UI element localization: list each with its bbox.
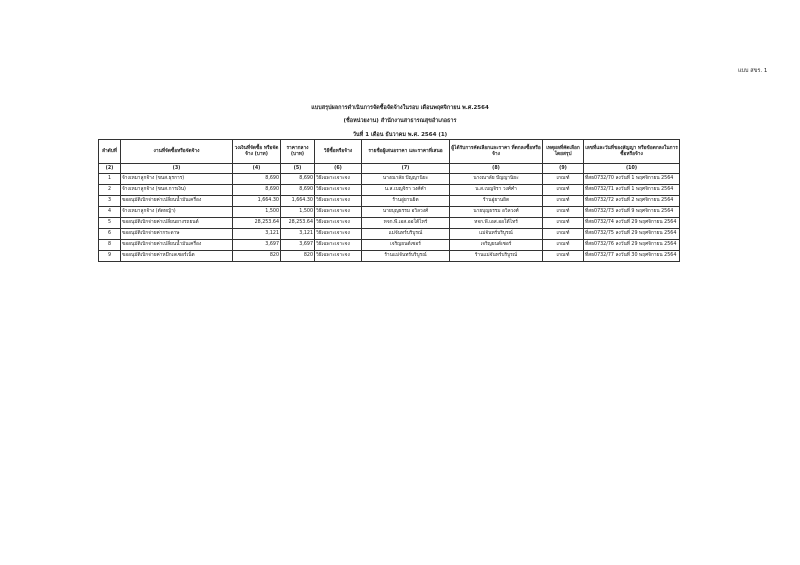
cell-median: 8,690: [281, 185, 315, 196]
col-number: (6): [315, 164, 362, 174]
cell-budget: 1,500: [233, 207, 281, 218]
report-title: แบบสรุปผลการดำเนินการจัดซื้อจัดจ้างในรอบ เดือนพฤศจิกายน พ.ศ.2564: [311, 105, 489, 111]
cell-bidder: นายบุญธรรม อวิลวงศ์: [362, 207, 450, 218]
cell-reason: เกณฑ์: [543, 251, 584, 262]
col-number: (4): [233, 164, 281, 174]
form-code: แบบ สขร. 1: [738, 68, 768, 74]
table-row: [99, 251, 680, 262]
cell-median: 3,121: [281, 229, 315, 240]
cell-bidder: น.ส.เบญจิรา วงศ์คำ: [362, 185, 450, 196]
table-row: [99, 229, 680, 240]
col-header-winner: ผู้ได้รับการคัดเลือกและราคา ที่ตกลงซื้อหรือจ้าง: [450, 140, 543, 164]
cell-item: จ้างเหมาลูกจ้าง (ขนส.ธุรการ): [121, 174, 233, 185]
table-row: [99, 218, 680, 229]
cell-winner: ร้านอู่ยานยิต: [450, 196, 543, 207]
col-header-bidder: รายชื่อผู้เสนอราคา และราคาที่เสนอ: [362, 140, 450, 164]
cell-no: 3: [99, 196, 121, 207]
cell-median: 1,664.30: [281, 196, 315, 207]
col-header-no: ลำดับที่: [99, 140, 121, 164]
cell-reason: เกณฑ์: [543, 185, 584, 196]
cell-contract: ที่สธ0732/71 ลงวันที่ 1 พฤศจิกายน 2564: [584, 185, 680, 196]
cell-budget: 28,253.64: [233, 218, 281, 229]
procurement-table: [98, 139, 680, 262]
cell-bidder: แม่จันทร์บริบูรณ์: [362, 229, 450, 240]
table-row: [99, 196, 680, 207]
cell-method: วิธีเฉพาะเจาะจง: [315, 185, 362, 196]
col-number: (9): [543, 164, 584, 174]
col-header-contract: เลขที่และวันที่ของสัญญา หรือข้อตกลงในการซื้อหรือจ้าง: [584, 140, 680, 164]
cell-budget: 3,697: [233, 240, 281, 251]
col-number: (3): [121, 164, 233, 174]
cell-bidder: ร้านแม่จันทร์บริบูรณ์: [362, 251, 450, 262]
cell-winner: หจก.พี.เอส.ออโต้ไทร์: [450, 218, 543, 229]
col-number: (5): [281, 164, 315, 174]
cell-no: 4: [99, 207, 121, 218]
report-date: วันที่ 1 เดือน ธันวาคม พ.ศ. 2564 (1): [352, 132, 448, 138]
column-number-row: [99, 164, 680, 174]
cell-no: 8: [99, 240, 121, 251]
col-header-budget: วงเงินที่จัดซื้อ หรือจัดจ้าง (บาท): [233, 140, 281, 164]
cell-method: วิธีเฉพาะเจาะจง: [315, 218, 362, 229]
cell-item: ขออนุมัติเบิกจ่ายค่าหมึกเลเซอร์เน็ต: [121, 251, 233, 262]
cell-median: 820: [281, 251, 315, 262]
cell-contract: ที่สธ0732/77 ลงวันที่ 30 พฤศจิกายน 2564: [584, 251, 680, 262]
cell-method: วิธีเฉพาะเจาะจง: [315, 174, 362, 185]
cell-method: วิธีเฉพาะเจาะจง: [315, 251, 362, 262]
cell-median: 28,253.64: [281, 218, 315, 229]
cell-reason: เกณฑ์: [543, 174, 584, 185]
cell-contract: ที่สธ0732/74 ลงวันที่ 29 พฤศจิกายน 2564: [584, 218, 680, 229]
cell-winner: เจริญยนต์เซอร์: [450, 240, 543, 251]
cell-no: 9: [99, 251, 121, 262]
cell-median: 8,690: [281, 174, 315, 185]
cell-winner: แม่จันทร์บริบูรณ์: [450, 229, 543, 240]
cell-contract: ที่สธ0732/72 ลงวันที่ 2 พฤศจิกายน 2564: [584, 196, 680, 207]
cell-contract: ที่สธ0732/75 ลงวันที่ 29 พฤศจิกายน 2564: [584, 229, 680, 240]
cell-item: ขออนุมัติเบิกจ่ายค่าเปลี่ยนน้ำมันเครื่อง: [121, 196, 233, 207]
cell-reason: เกณฑ์: [543, 196, 584, 207]
cell-method: วิธีเฉพาะเจาะจง: [315, 240, 362, 251]
cell-budget: 3,121: [233, 229, 281, 240]
cell-method: วิธีเฉพาะเจาะจง: [315, 229, 362, 240]
cell-budget: 820: [233, 251, 281, 262]
cell-budget: 8,690: [233, 185, 281, 196]
header-row: [99, 140, 680, 164]
cell-item: ขออนุมัติเบิกจ่ายค่ากระดาษ: [121, 229, 233, 240]
cell-item: ขออนุมัติเบิกจ่ายค่าเปลี่ยนน้ำมันเครื่อง: [121, 240, 233, 251]
col-number: (7): [362, 164, 450, 174]
cell-reason: เกณฑ์: [543, 240, 584, 251]
col-number: (8): [450, 164, 543, 174]
cell-item: ขออนุมัติเบิกจ่ายค่าเปลี่ยนยางรถยนต์: [121, 218, 233, 229]
cell-no: 1: [99, 174, 121, 185]
cell-no: 6: [99, 229, 121, 240]
table-row: [99, 207, 680, 218]
col-header-item: งานที่จัดซื้อหรือจัดจ้าง: [121, 140, 233, 164]
cell-method: วิธีเฉพาะเจาะจง: [315, 207, 362, 218]
cell-budget: 1,664.30: [233, 196, 281, 207]
col-header-method: วิธีซื้อหรือจ้าง: [315, 140, 362, 164]
col-number: (10): [584, 164, 680, 174]
cell-bidder: นางณาลัย ปัญญานิยะ: [362, 174, 450, 185]
cell-bidder: เจริญยนต์เซอร์: [362, 240, 450, 251]
cell-winner: ร้านแม่จันทร์บริบูรณ์: [450, 251, 543, 262]
col-header-reason: เหตุผลที่คัดเลือก โดยสรุป: [543, 140, 584, 164]
cell-budget: 8,690: [233, 174, 281, 185]
cell-method: วิธีเฉพาะเจาะจง: [315, 196, 362, 207]
cell-median: 1,500: [281, 207, 315, 218]
cell-no: 2: [99, 185, 121, 196]
cell-reason: เกณฑ์: [543, 229, 584, 240]
table-row: [99, 174, 680, 185]
table-row: [99, 185, 680, 196]
cell-bidder: หจก.พี.เอส.ออโต้ไทร์: [362, 218, 450, 229]
col-number: (2): [99, 164, 121, 174]
cell-median: 3,697: [281, 240, 315, 251]
cell-contract: ที่สธ0732/73 ลงวันที่ 9 พฤศจิกายน 2564: [584, 207, 680, 218]
cell-bidder: ร้านอู่ยานยิต: [362, 196, 450, 207]
agency-name: (ชื่อหน่วยงาน) สำนักงานสาธารณสุขอำเภอธาร: [343, 118, 457, 124]
cell-winner: น.ส.เบญจิรา วงศ์คำ: [450, 185, 543, 196]
table-row: [99, 240, 680, 251]
cell-winner: นายบุญธรรม อวิลวงศ์: [450, 207, 543, 218]
cell-item: จ้างเหมาลูกจ้าง (ตัดหญ้า): [121, 207, 233, 218]
cell-reason: เกณฑ์: [543, 207, 584, 218]
cell-contract: ที่สธ0732/70 ลงวันที่ 1 พฤศจิกายน 2564: [584, 174, 680, 185]
cell-reason: เกณฑ์: [543, 218, 584, 229]
cell-item: จ้างเหมาลูกจ้าง (ขนส.การเงิน): [121, 185, 233, 196]
cell-contract: ที่สธ0732/76 ลงวันที่ 29 พฤศจิกายน 2564: [584, 240, 680, 251]
cell-no: 5: [99, 218, 121, 229]
cell-winner: นางณาลัย ปัญญานิยะ: [450, 174, 543, 185]
col-header-median: ราคากลาง (บาท): [281, 140, 315, 164]
